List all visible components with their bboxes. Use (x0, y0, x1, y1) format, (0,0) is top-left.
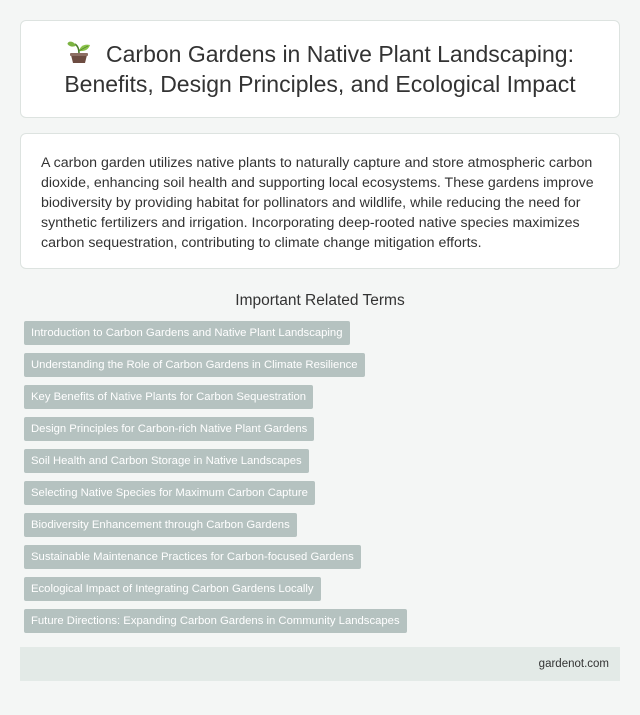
term-tag[interactable]: Future Directions: Expanding Carbon Gardens in Community Landscapes (24, 609, 407, 633)
header-card (20, 20, 620, 118)
term-tag[interactable]: Understanding the Role of Carbon Gardens in Climate Resilience (24, 353, 365, 377)
intro-card (20, 133, 620, 269)
page-title-line-2: Benefits, Design Principles, and Ecological Impact (64, 71, 576, 97)
footer-bar (20, 647, 620, 681)
term-tag[interactable]: Ecological Impact of Integrating Carbon Gardens Locally (24, 577, 321, 601)
term-tag[interactable]: Biodiversity Enhancement through Carbon Gardens (24, 513, 297, 537)
term-tag[interactable]: Selecting Native Species for Maximum Carbon Capture (24, 481, 315, 505)
term-tag[interactable]: Introduction to Carbon Gardens and Native Plant Landscaping (24, 321, 350, 345)
term-tag[interactable]: Key Benefits of Native Plants for Carbon Sequestration (24, 385, 313, 409)
term-tag[interactable]: Sustainable Maintenance Practices for Carbon-focused Gardens (24, 545, 361, 569)
footer-site-link[interactable]: gardenot.com (538, 658, 609, 670)
related-terms-heading: Important Related Terms (235, 292, 405, 309)
related-terms-list (20, 321, 620, 641)
term-tag[interactable]: Soil Health and Carbon Storage in Native Landscapes (24, 449, 309, 473)
term-tag[interactable]: Design Principles for Carbon-rich Native Plant Gardens (24, 417, 314, 441)
intro-paragraph: A carbon garden utilizes native plants to naturally capture and store atmospheric carbon dioxide, enhancing soil health and supporting local ecosystems. These gardens improve biodiversity by providing habitat for pollinators and wildlife, while reducing the need for synthetic fertilizers and irrigation. Incorporating deep-rooted native species maximizes carbon sequestration, contributing to climate change mitigation efforts. (41, 155, 594, 251)
page-title-line-1: Carbon Gardens in Native Plant Landscaping: (66, 39, 574, 69)
sprout-icon (66, 39, 92, 65)
